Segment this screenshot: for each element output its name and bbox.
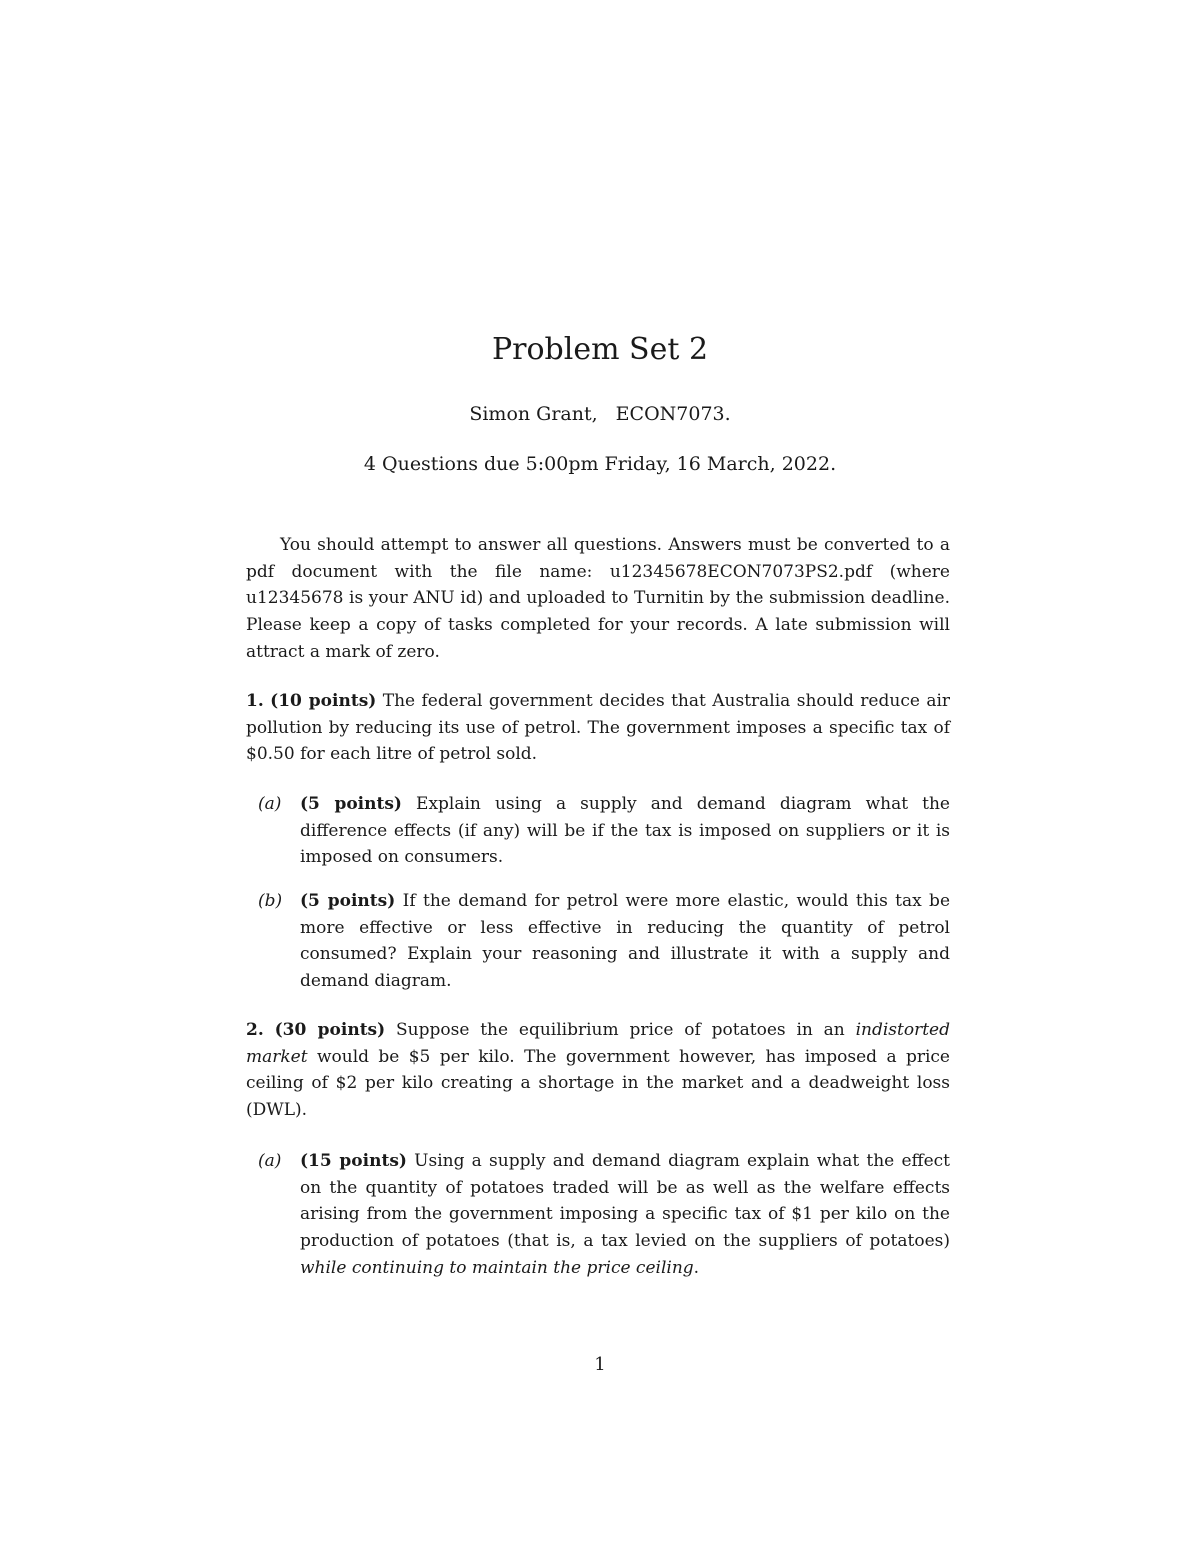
question-1b bbox=[258, 888, 950, 995]
question-1a-text: Explain using a supply and demand diagram what the difference effects (if any) will be if the tax is imposed on suppliers or it is imposed on consumers. bbox=[300, 794, 950, 868]
question-2a-text-end: . bbox=[693, 1257, 700, 1278]
course-code: ECON7073. bbox=[615, 403, 731, 425]
question-2-text-italic: indistorted market bbox=[246, 1020, 950, 1067]
question-1a-label: (a) bbox=[258, 794, 282, 814]
question-1a-points: (5 points) bbox=[300, 794, 402, 814]
author-name: Simon Grant, bbox=[469, 403, 598, 425]
question-2a-label: (a) bbox=[258, 1151, 282, 1171]
question-1 bbox=[246, 688, 950, 768]
question-1-number: 1. bbox=[246, 691, 264, 711]
question-2-text-after: would be $5 per kilo. The government however, has imposed a price ceiling of $2 per kilo creating a shortage in the market and a deadweight loss (DWL). bbox=[246, 1046, 950, 1121]
question-1-points: (10 points) bbox=[270, 691, 377, 711]
question-1b-text: If the demand for petrol were more elastic, would this tax be more effective or less effective in reducing the quantity of petrol consumed? Explain your reasoning and illustrate it with a supply and demand diagram. bbox=[300, 891, 950, 992]
question-1-text: The federal government decides that Australia should reduce air pollution by reducing its use of petrol. The government imposes a specific tax of $0.50 for each litre of petrol sold. bbox=[246, 691, 951, 765]
question-2a bbox=[258, 1148, 950, 1282]
question-1b-label: (b) bbox=[258, 891, 283, 911]
question-2-points: (30 points) bbox=[274, 1020, 386, 1040]
document-title: Problem Set 2 bbox=[491, 332, 709, 367]
question-1b-points: (5 points) bbox=[300, 891, 396, 911]
question-2a-points: (15 points) bbox=[300, 1151, 407, 1171]
question-2-text-before: Suppose the equilibrium price of potatoes in an bbox=[396, 1020, 845, 1040]
question-2a-text-italic: while continuing to maintain the price ceiling bbox=[300, 1257, 694, 1278]
question-1a bbox=[258, 791, 950, 871]
instructions-paragraph: You should attempt to answer all questions. Answers must be converted to a pdf document with the file name: u12345678ECON7073PS2.pdf (where u12345678 is your ANU id) and uploaded to Turnitin by the submission deadline. Please keep a copy of tasks completed for your records. A late submission will attract a mark of zero. bbox=[246, 535, 950, 662]
page-number: 1 bbox=[594, 1354, 606, 1375]
question-2a-text: Using a supply and demand diagram explain what the effect on the quantity of potatoes traded will be as well as the welfare effects arising from the government imposing a specific tax of $1 per kilo on the production of potatoes (that is, a tax levied on the suppliers of potatoes) bbox=[300, 1151, 950, 1252]
due-date-line: 4 Questions due 5:00pm Friday, 16 March, 2022. bbox=[363, 453, 837, 475]
question-2-number: 2. bbox=[246, 1020, 264, 1040]
question-2 bbox=[246, 1017, 950, 1124]
author-line bbox=[0, 400, 1200, 428]
